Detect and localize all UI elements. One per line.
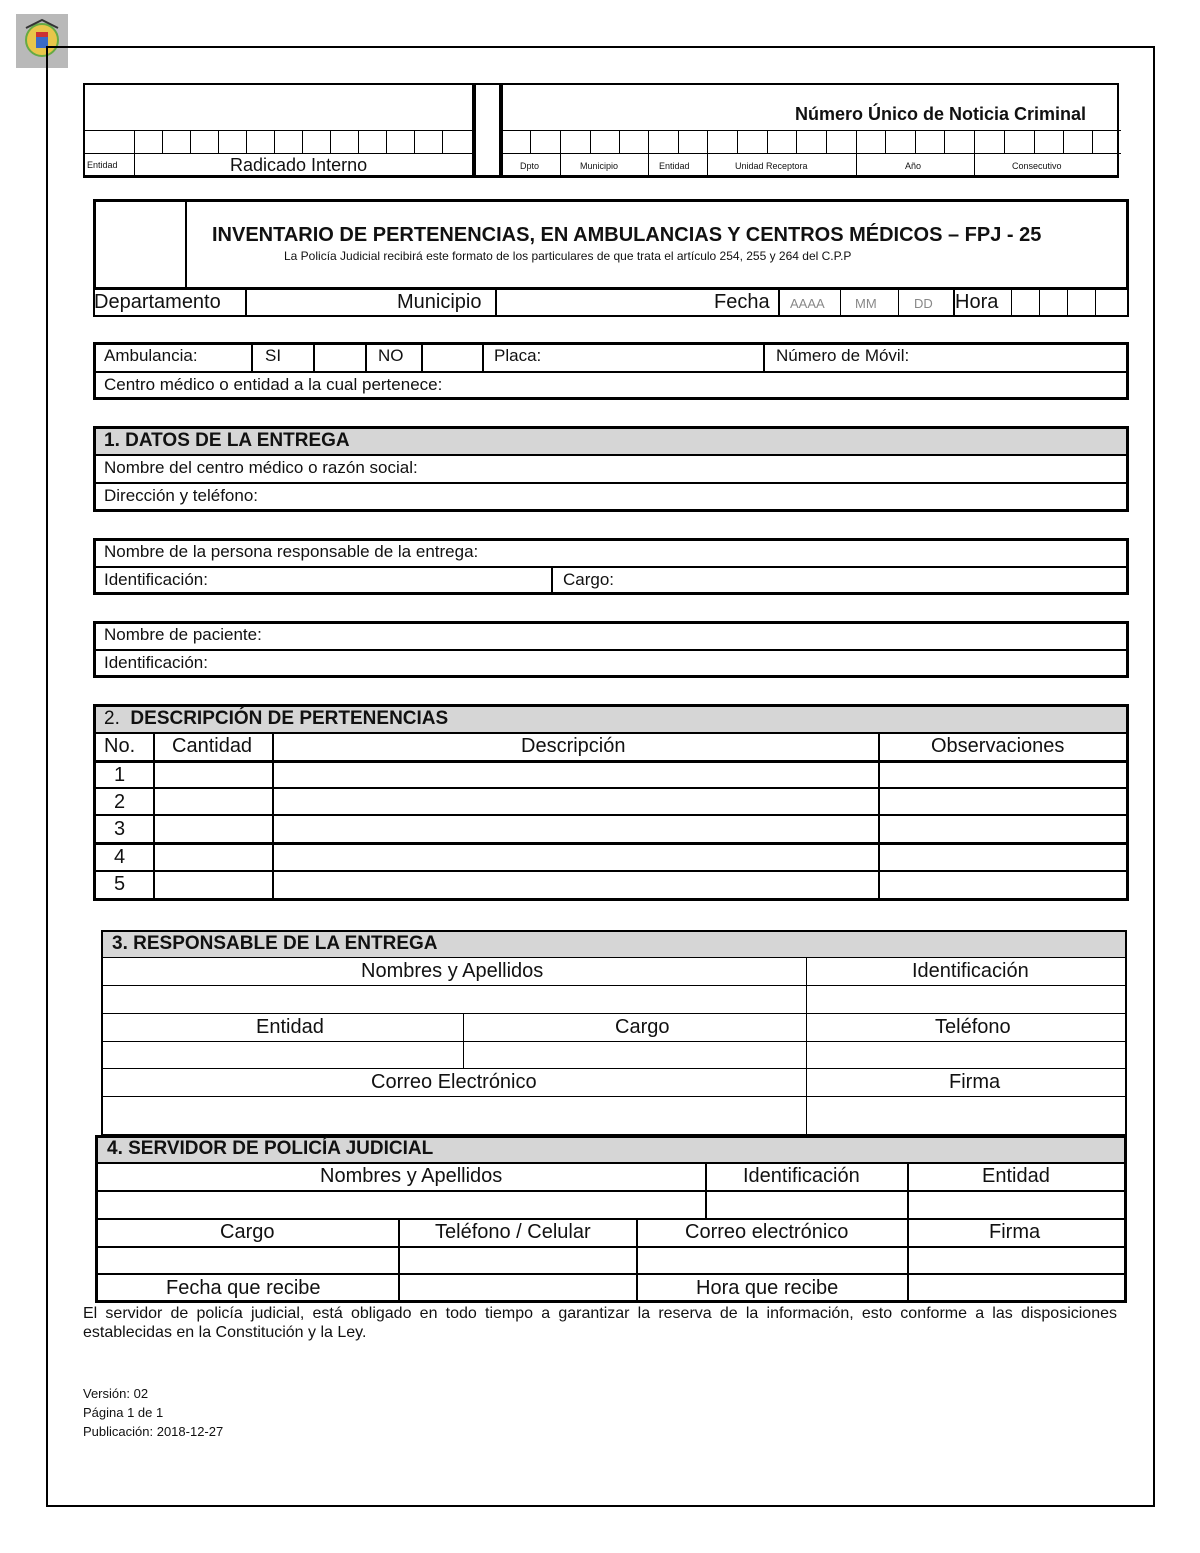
- si-label: SI: [265, 346, 282, 365]
- centro-label: Centro médico o entidad a la cual pertenece:: [104, 375, 443, 394]
- identificacion-label: Identificación:: [104, 570, 208, 589]
- entidad-code-label: Entidad: [659, 161, 690, 171]
- row-number: 5: [114, 873, 126, 895]
- s3-firma-label: Firma: [949, 1071, 1001, 1093]
- version-text: Versión: 02: [83, 1386, 149, 1401]
- s4-entidad-label: Entidad: [982, 1165, 1050, 1187]
- col-descripcion: Descripción: [521, 735, 626, 757]
- municipio-field[interactable]: [498, 291, 708, 315]
- section1-title: 1. DATOS DE LA ENTREGA: [96, 429, 1126, 454]
- si-checkbox[interactable]: [316, 345, 364, 371]
- s4-firma-label: Firma: [989, 1221, 1041, 1243]
- municipio-label: Municipio: [397, 291, 482, 313]
- cargo-label: Cargo:: [563, 570, 615, 589]
- col-no: No.: [104, 735, 136, 757]
- row-number: 2: [114, 791, 126, 813]
- unidad-receptora-label: Unidad Receptora: [735, 161, 808, 171]
- col-cantidad: Cantidad: [172, 735, 253, 757]
- row-number: 3: [114, 818, 126, 840]
- entidad-label: Entidad: [87, 160, 118, 170]
- section2-title: 2. DESCRIPCIÓN DE PERTENENCIAS: [96, 707, 1126, 732]
- dpto-label: Dpto: [520, 161, 540, 171]
- placa-label: Placa:: [494, 346, 542, 365]
- s4-cargo-label: Cargo: [220, 1221, 275, 1243]
- s3-cargo-label: Cargo: [615, 1016, 670, 1038]
- section3-title: 3. RESPONSABLE DE LA ENTREGA: [103, 932, 1125, 957]
- aaaa-field[interactable]: AAAA: [790, 296, 825, 311]
- col-observaciones: Observaciones: [931, 735, 1065, 757]
- s4-correo-label: Correo electrónico: [685, 1221, 849, 1243]
- row-number: 4: [114, 846, 126, 868]
- s4-fecha-recibe-label: Fecha que recibe: [166, 1277, 321, 1299]
- pagina-text: Página 1 de 1: [83, 1405, 164, 1420]
- consecutivo-label: Consecutivo: [1012, 161, 1062, 171]
- form-title: INVENTARIO DE PERTENENCIAS, EN AMBULANCIAS Y CENTROS MÉDICOS – FPJ - 25: [212, 224, 1042, 246]
- paciente-id-label: Identificación:: [104, 653, 208, 672]
- s4-nombres-label: Nombres y Apellidos: [320, 1165, 503, 1187]
- noticia-title: Número Único de Noticia Criminal: [795, 104, 1087, 124]
- s4-telefono-label: Teléfono / Celular: [435, 1221, 591, 1243]
- s4-identificacion-label: Identificación: [743, 1165, 860, 1187]
- fecha-label: Fecha: [714, 291, 770, 313]
- s3-nombres-label: Nombres y Apellidos: [361, 960, 544, 982]
- ambulancia-label: Ambulancia:: [104, 346, 198, 365]
- s4-hora-recibe-label: Hora que recibe: [696, 1277, 839, 1299]
- paciente-label: Nombre de paciente:: [104, 625, 262, 644]
- row-number: 1: [114, 764, 126, 786]
- s3-entidad-label: Entidad: [256, 1016, 324, 1038]
- confidentiality-notice: El servidor de policía judicial, está obligado en todo tiempo a garantizar la reserva de la información, esto conforme a las disposiciones establecidas en la Constitución y la Ley.: [83, 1305, 1117, 1341]
- ano-label: Año: [905, 161, 922, 171]
- form-subtitle: La Policía Judicial recibirá este formato de los particulares de que trata el artículo 254, 255 y 264 del C.P.P: [284, 249, 852, 263]
- no-checkbox[interactable]: [424, 345, 481, 371]
- s3-identificacion-label: Identificación: [912, 960, 1029, 982]
- no-label: NO: [378, 346, 404, 365]
- nombre-centro-label: Nombre del centro médico o razón social:: [104, 458, 418, 477]
- municipio-label: Municipio: [580, 161, 619, 171]
- section4-title: 4. SERVIDOR DE POLICÍA JUDICIAL: [98, 1138, 1124, 1162]
- mm-field[interactable]: MM: [855, 296, 877, 311]
- movil-label: Número de Móvil:: [776, 346, 910, 365]
- responsable-label: Nombre de la persona responsable de la entrega:: [104, 542, 479, 561]
- separator-box: [474, 83, 501, 178]
- departamento-field[interactable]: [248, 291, 395, 315]
- s3-telefono-label: Teléfono: [935, 1016, 1011, 1038]
- direccion-label: Dirección y teléfono:: [104, 486, 259, 505]
- dd-field[interactable]: DD: [914, 296, 933, 311]
- departamento-label: Departamento: [94, 291, 221, 313]
- publicacion-text: Publicación: 2018-12-27: [83, 1424, 224, 1439]
- s3-correo-label: Correo Electrónico: [371, 1071, 537, 1093]
- hora-label: Hora: [955, 291, 999, 313]
- radicado-label: Radicado Interno: [230, 155, 368, 175]
